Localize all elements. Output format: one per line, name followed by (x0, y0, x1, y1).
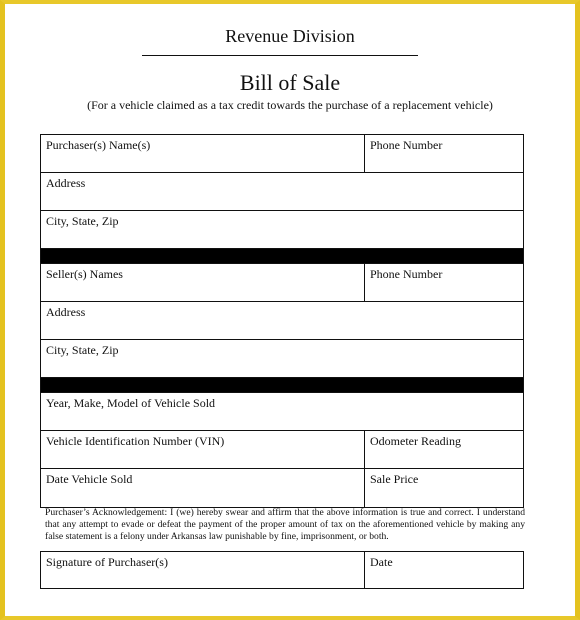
purchaser-phone-label: Phone Number (370, 138, 443, 152)
bill-of-sale-form (40, 134, 524, 508)
department-heading: Revenue Division (225, 26, 355, 46)
purchaser-name-label: Purchaser(s) Name(s) (46, 138, 151, 152)
seller-phone-field[interactable] (365, 264, 523, 301)
seller-address-label: Address (46, 305, 86, 319)
seller-name-field[interactable] (41, 264, 365, 301)
vehicle-ymm-row (41, 393, 523, 431)
odometer-label: Odometer Reading (370, 434, 461, 448)
seller-name-label: Seller(s) Names (46, 267, 123, 281)
purchaser-city-field[interactable] (41, 211, 523, 248)
vin-label: Vehicle Identification Number (VIN) (46, 434, 225, 448)
vehicle-vin-row (41, 431, 523, 469)
seller-city-label: City, State, Zip (46, 343, 119, 357)
signature-label: Signature of Purchaser(s) (46, 555, 168, 569)
signature-date-field[interactable] (365, 552, 523, 588)
sale-price-field[interactable] (365, 469, 523, 507)
purchaser-city-row (41, 211, 523, 249)
seller-city-field[interactable] (41, 340, 523, 377)
header-divider (142, 55, 418, 56)
page-subtitle: (For a vehicle claimed as a tax credit towards the purchase of a replacement vehicle) (87, 98, 493, 112)
purchaser-acknowledgement: Purchaser’s Acknowledgement: I (we) hereby swear and affirm that the above information is true and correct. I understand that any attempt to evade or defeat the payment of the proper amount of tax on the aforementioned vehicle by making any false statement is a felony under Arkansas law punishable by fine, imprisonment, or both. (45, 507, 525, 542)
seller-phone-label: Phone Number (370, 267, 443, 281)
purchaser-address-label: Address (46, 176, 86, 190)
purchaser-address-row (41, 173, 523, 211)
purchaser-address-field[interactable] (41, 173, 523, 210)
odometer-field[interactable] (365, 431, 523, 468)
signature-date-label: Date (370, 555, 393, 569)
purchaser-name-field[interactable] (41, 135, 365, 172)
seller-city-row (41, 340, 523, 378)
purchaser-phone-field[interactable] (365, 135, 523, 172)
seller-address-field[interactable] (41, 302, 523, 339)
purchaser-city-label: City, State, Zip (46, 214, 119, 228)
seller-name-row (41, 264, 523, 302)
page-title: Bill of Sale (239, 70, 341, 95)
section-divider-bar (41, 378, 523, 393)
date-sold-label: Date Vehicle Sold (46, 472, 133, 486)
seller-address-row (41, 302, 523, 340)
vehicle-ymm-field[interactable] (41, 393, 523, 430)
sale-price-label: Sale Price (370, 472, 419, 486)
purchaser-name-row (41, 135, 523, 173)
date-sold-field[interactable] (41, 469, 365, 507)
section-divider-bar (41, 249, 523, 264)
vin-field[interactable] (41, 431, 365, 468)
signature-table (40, 551, 524, 589)
vehicle-ymm-label: Year, Make, Model of Vehicle Sold (46, 396, 216, 410)
signature-field[interactable] (41, 552, 365, 588)
vehicle-date-row (41, 469, 523, 507)
